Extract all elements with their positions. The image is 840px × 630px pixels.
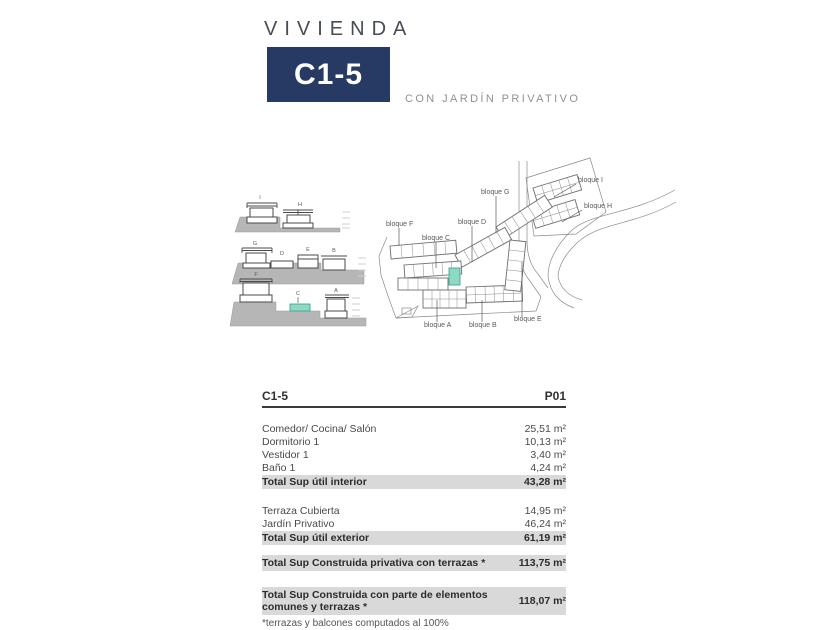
- bloque-b-label: bloque B: [469, 322, 497, 329]
- elevation-label-c: C: [296, 291, 300, 297]
- row-value: 25,51 m²: [524, 423, 566, 435]
- row-label: Vestidor 1: [262, 449, 309, 461]
- total-comunes-row: [262, 587, 566, 615]
- bloque-a-building: [423, 290, 466, 308]
- row-label: Baño 1: [262, 462, 296, 474]
- elevation-row-1: [235, 195, 350, 232]
- row-value: 10,13 m²: [524, 436, 566, 448]
- elevation-label-h: H: [298, 202, 302, 208]
- table-footnote: *terrazas y balcones computados al 100%: [262, 618, 449, 629]
- bloque-e-label: bloque E: [514, 316, 542, 323]
- row-value: 113,75 m²: [518, 557, 566, 569]
- row-value: 46,24 m²: [524, 518, 566, 530]
- elevation-label-i: I: [259, 195, 261, 201]
- row-value: 3,40 m²: [530, 449, 566, 461]
- row-label: Terraza Cubierta: [262, 505, 340, 517]
- elevation-diagrams: [228, 166, 368, 336]
- row-label: Comedor/ Cocina/ Salón: [262, 423, 377, 435]
- table-row: [262, 462, 566, 475]
- row-value: 4,24 m²: [530, 462, 566, 474]
- elevation-label-f: F: [254, 272, 258, 278]
- header-kicker: VIVIENDA: [264, 18, 414, 40]
- highlighted-unit: [449, 268, 460, 285]
- elevation-row-2: [232, 241, 366, 284]
- elevation-label-a: A: [334, 288, 338, 294]
- unit-code-badge: [267, 47, 390, 102]
- bloque-a-label: bloque A: [424, 322, 452, 329]
- total-privativa-row: [262, 555, 566, 571]
- bloque-d-building: [455, 227, 512, 267]
- row-value: 43,28 m²: [523, 476, 566, 488]
- terrace-row: [398, 278, 448, 290]
- elevation-label-g: G: [252, 241, 258, 247]
- row-label: Total Sup Construida con parte de elementos comunes y terrazas *: [262, 589, 488, 613]
- row-label: Total Sup útil exterior: [262, 532, 370, 544]
- bloque-c-label: bloque C: [422, 235, 451, 242]
- row-label: Total Sup Construida privativa con terrazas *: [262, 557, 486, 569]
- row-value: 14,95 m²: [524, 505, 566, 517]
- bloque-f-label: bloque F: [386, 221, 414, 228]
- table-row: [262, 449, 566, 462]
- row-value: 61,19 m²: [523, 532, 566, 544]
- row-value: 118,07 m²: [518, 595, 566, 607]
- header-subtitle: CON JARDÍN PRIVATIVO: [405, 93, 581, 105]
- bloque-f-building: [390, 240, 457, 259]
- elevation-label-d: D: [280, 251, 284, 257]
- total-interior-row: [262, 475, 566, 489]
- total-exterior-row: [262, 531, 566, 545]
- row-label: Dormitorio 1: [262, 436, 320, 448]
- unit-code-text: C1-5: [293, 57, 364, 91]
- table-row: [262, 518, 566, 531]
- site-plan: [378, 150, 678, 355]
- elevation-label-e: E: [306, 247, 310, 253]
- table-row: [262, 423, 566, 436]
- area-table: [262, 389, 566, 629]
- table-header: [262, 389, 566, 408]
- elevation-label-b: B: [332, 248, 336, 254]
- row-label: Total Sup útil interior: [262, 476, 367, 488]
- table-header-unit: C1-5: [262, 389, 289, 403]
- bloque-i-label: bloque I: [578, 177, 603, 184]
- table-header-floor: P01: [544, 389, 566, 403]
- bloque-h-label: bloque H: [584, 203, 613, 210]
- bloque-d-label: bloque D: [458, 219, 487, 226]
- table-row: [262, 505, 566, 518]
- highlighted-unit-section: [290, 304, 310, 311]
- bloque-g-label: bloque G: [481, 189, 510, 196]
- row-label: Jardín Privativo: [262, 518, 335, 530]
- table-row: [262, 436, 566, 449]
- bloque-e-building: [505, 240, 526, 291]
